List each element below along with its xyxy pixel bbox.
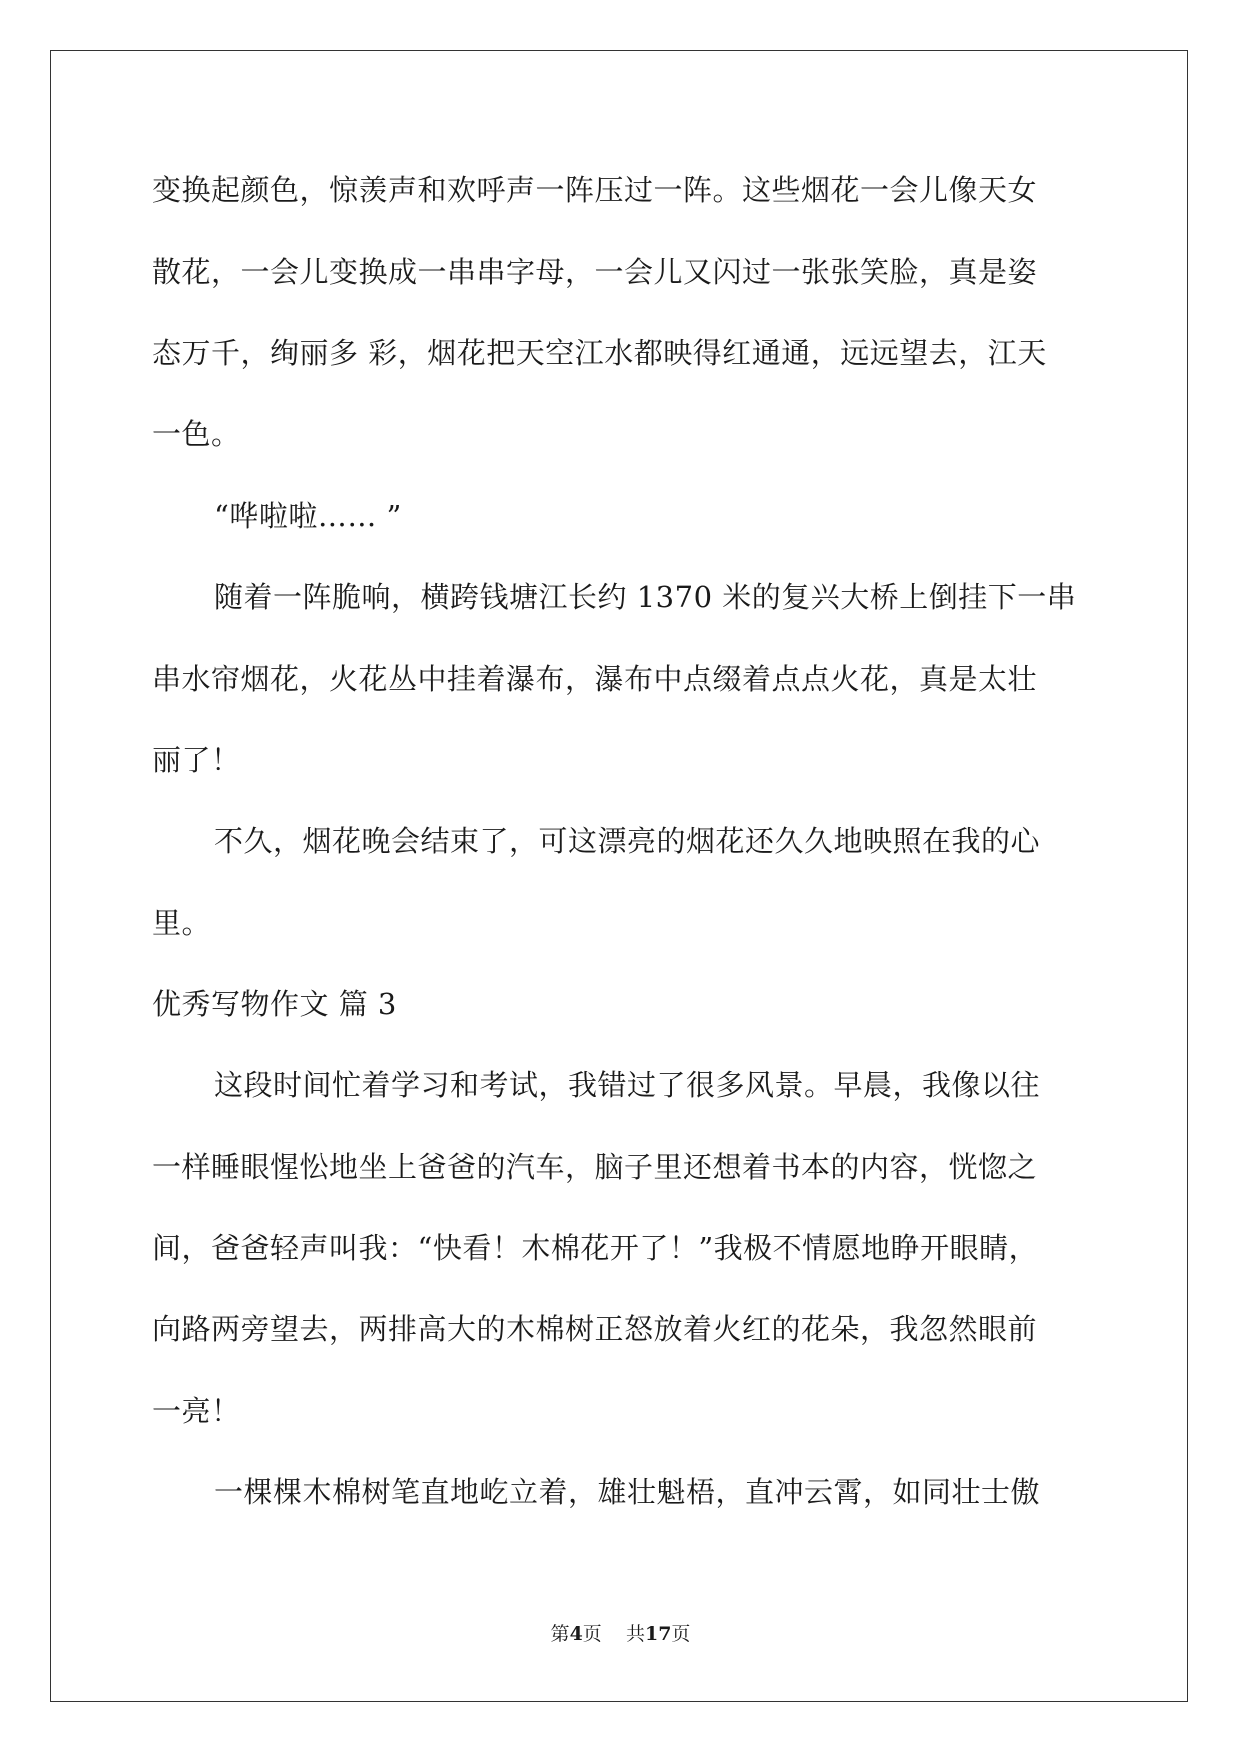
paragraph-line: “哗啦啦…… ” <box>214 499 402 533</box>
paragraph-line: 一色。 <box>152 417 241 451</box>
paragraph-line: 一样睡眼惺忪地坐上爸爸的汽车，脑子里还想着书本的内容，恍惚之 <box>152 1150 1038 1184</box>
current-page-number: 4 <box>569 1623 583 1645</box>
paragraph-line: 串水帘烟花，火花丛中挂着瀑布，瀑布中点缀着点点火花，真是太壮 <box>152 662 1038 696</box>
page-footer <box>0 1622 1241 1646</box>
paragraph-line: 一亮！ <box>152 1394 241 1428</box>
page-border <box>50 50 1188 1702</box>
paragraph-line: 里。 <box>152 906 212 940</box>
paragraph-line: 态万千，绚丽多 彩，烟花把天空江水都映得红通通，远远望去，江天 <box>152 336 1047 370</box>
paragraph-line: 向路两旁望去，两排高大的木棉树正怒放着火红的花朵，我忽然眼前 <box>152 1312 1038 1346</box>
paragraph-line: 散花，一会儿变换成一串串字母，一会儿又闪过一张张笑脸，真是姿 <box>152 255 1038 289</box>
paragraph-line: 变换起颜色，惊羡声和欢呼声一阵压过一阵。这些烟花一会儿像天女 <box>152 173 1038 207</box>
paragraph-line: 这段时间忙着学习和考试，我错过了很多风景。早晨，我像以往 <box>214 1068 1041 1102</box>
paragraph-line: 丽了！ <box>152 743 241 777</box>
paragraph-line: 不久，烟花晚会结束了，可这漂亮的烟花还久久地映照在我的心 <box>214 824 1041 858</box>
paragraph-line: 间，爸爸轻声叫我：“快看！木棉花开了！”我极不情愿地睁开眼睛， <box>152 1231 1039 1265</box>
paragraph-line: 一棵棵木棉树笔直地屹立着，雄壮魁梧，直冲云霄，如同壮士傲 <box>214 1475 1041 1509</box>
section-heading: 优秀写物作文 篇 3 <box>152 987 397 1021</box>
footer-suffix: 页 <box>671 1623 691 1645</box>
footer-mid: 页 共 <box>582 1623 645 1645</box>
total-pages-number: 17 <box>644 1623 672 1645</box>
paragraph-line: 随着一阵脆响，横跨钱塘江长约 1370 米的复兴大桥上倒挂下一串 <box>214 580 1077 614</box>
footer-prefix: 第 <box>550 1623 570 1645</box>
